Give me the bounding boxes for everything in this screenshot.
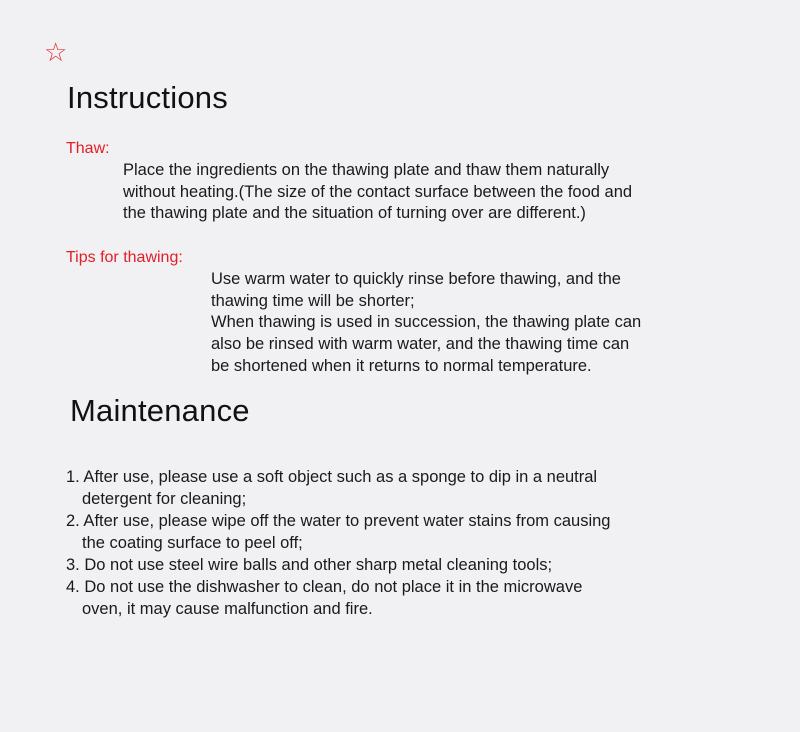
maintenance-item-continuation: detergent for cleaning; [82,490,247,508]
maintenance-item [66,554,610,576]
maintenance-item [66,466,610,510]
maintenance-heading: Maintenance [70,393,250,428]
instructions-heading: Instructions [67,80,228,115]
tips-line: When thawing is used in succession, the thawing plate can [211,313,642,332]
thaw-paragraph [123,160,632,225]
maintenance-item-text: 1. After use, please use a soft object such as a sponge to dip in a neutral [66,468,598,486]
tips-line: be shortened when it returns to normal temperature. [211,356,592,375]
thaw-line: without heating.(The size of the contact surface between the food and [123,182,633,201]
tips-paragraph [211,269,641,378]
maintenance-item [66,510,610,554]
thaw-line: Place the ingredients on the thawing plate and thaw them naturally [123,161,610,179]
tips-label: Tips for thawing: [66,249,183,266]
star-icon: ☆ [44,38,68,68]
tips-line: Use warm water to quickly rinse before thawing, and the [211,270,621,288]
maintenance-item-continuation: oven, it may cause malfunction and fire. [82,600,373,618]
tips-line: thawing time will be shorter; [211,291,415,310]
thaw-line: the thawing plate and the situation of turning over are different.) [123,204,586,223]
tips-line: also be rinsed with warm water, and the thawing time can [211,335,630,354]
maintenance-item [66,576,610,620]
thaw-label: Thaw: [66,140,110,157]
maintenance-list [66,466,610,620]
maintenance-item-text: 2. After use, please wipe off the water to prevent water stains from causing [66,512,611,530]
maintenance-item-text: 3. Do not use steel wire balls and other sharp metal cleaning tools; [66,556,553,574]
maintenance-item-text: 4. Do not use the dishwasher to clean, do not place it in the microwave [66,578,583,596]
maintenance-item-continuation: the coating surface to peel off; [82,534,303,552]
